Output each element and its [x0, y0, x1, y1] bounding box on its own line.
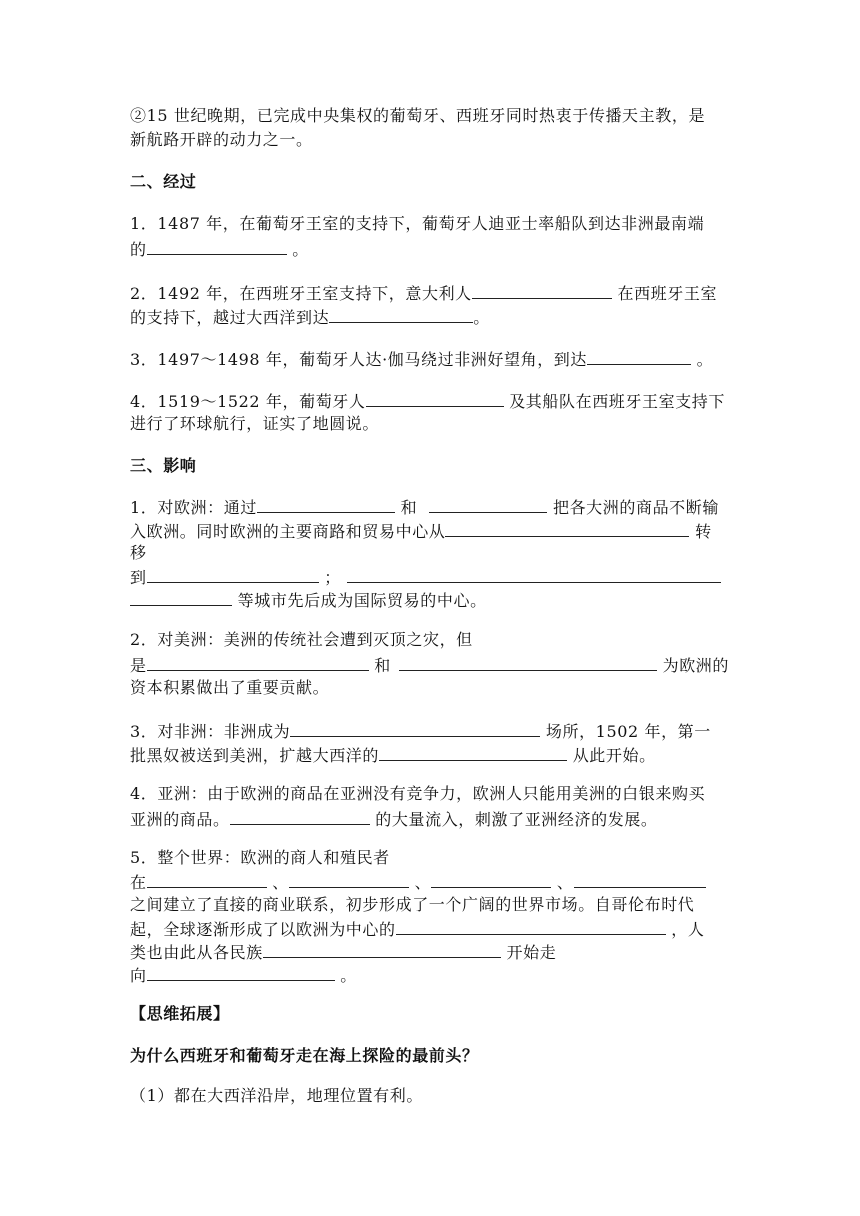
fill-blank[interactable]: [445, 518, 689, 537]
fill-blank[interactable]: [399, 652, 657, 671]
text: 转: [689, 522, 712, 541]
section-heading-impact: 三、影响: [130, 456, 197, 475]
thinking-answer-1: （1）都在大西洋沿岸，地理位置有利。: [130, 1086, 423, 1105]
text: 。: [286, 240, 309, 259]
text: 3．对非洲：非洲成为: [130, 722, 291, 741]
text: 和: [394, 498, 418, 517]
fill-blank[interactable]: [431, 869, 551, 888]
america-line-1: 2．对美洲：美洲的传统社会遭到灭顶之灾，但: [130, 630, 473, 649]
thinking-heading: 【思维拓展】: [130, 1004, 230, 1023]
text: 起，全球逐渐形成了以欧洲为中心的: [130, 920, 396, 939]
text: 。: [473, 308, 490, 327]
text: 到: [130, 568, 147, 587]
text: 在西班牙王室: [611, 284, 718, 303]
q1-line-1: 1．1487 年，在葡萄牙王室的支持下，葡萄牙人迪亚士率船队到达非洲最南端: [130, 214, 705, 233]
separator: 、: [266, 873, 289, 892]
text: 在: [130, 873, 147, 892]
text: 4．1519～1522 年，葡萄牙人: [130, 392, 366, 411]
text: 类也由此从各民族: [130, 943, 263, 962]
world-line-6: [130, 962, 730, 988]
q1-line-2: [130, 236, 730, 262]
separator: 、: [408, 873, 432, 892]
africa-line-2: [130, 742, 730, 768]
text: 1．对欧洲：通过: [130, 498, 257, 517]
fill-blank[interactable]: [147, 652, 369, 671]
asia-line-2: [130, 806, 730, 832]
text: 向: [130, 966, 147, 985]
thinking-question: 为什么西班牙和葡萄牙走在海上探险的最前头？: [130, 1046, 479, 1065]
q2-line-2: [130, 304, 730, 330]
q2-line-1: [130, 280, 730, 306]
fill-blank[interactable]: [396, 916, 666, 935]
text: 3．1497～1498 年，葡萄牙人达·伽马绕过非洲好望角，到达: [130, 350, 587, 369]
fill-blank[interactable]: [472, 280, 612, 299]
fill-blank[interactable]: [130, 587, 232, 606]
origin-line-2: 新航路开辟的动力之一。: [130, 130, 313, 149]
fill-blank[interactable]: [329, 304, 473, 323]
text: 为欧洲的: [656, 656, 729, 675]
text: 。: [334, 966, 357, 985]
section-heading-process: 二、经过: [130, 172, 197, 191]
fill-blank[interactable]: [257, 494, 395, 513]
fill-blank[interactable]: [366, 388, 504, 407]
europe-line-1: [130, 494, 730, 520]
q4-line-2: 进行了环球航行，证实了地圆说。: [130, 414, 380, 433]
fill-blank[interactable]: [429, 494, 547, 513]
text: 等城市先后成为国际贸易的中心。: [232, 591, 487, 610]
fill-blank[interactable]: [147, 962, 335, 981]
fill-blank[interactable]: [587, 346, 691, 365]
america-line-3: 资本积累做出了重要贡献。: [130, 678, 330, 697]
asia-line-1: 4．亚洲：由于欧洲的商品在亚洲没有竞争力，欧洲人只能用美洲的白银来购买: [130, 784, 706, 803]
text: 的支持下，越过大西洋到达: [130, 308, 330, 327]
text: 的: [130, 240, 147, 259]
fill-blank[interactable]: [379, 742, 567, 761]
separator: 、: [551, 873, 574, 892]
text: 场所，1502 年，第一: [540, 722, 711, 741]
text: 从此开始。: [567, 746, 656, 765]
fill-blank[interactable]: [263, 939, 501, 958]
text: 及其船队在西班牙王室支持下: [503, 392, 726, 411]
text: 是: [130, 656, 147, 675]
origin-line-1: ②15 世纪晚期，已完成中央集权的葡萄牙、西班牙同时热衷于传播天主教，是: [130, 106, 706, 125]
text: 。: [691, 350, 714, 369]
world-line-3: 之间建立了直接的商业联系，初步形成了一个广阔的世界市场。自哥伦布时代: [130, 895, 695, 914]
fill-blank[interactable]: [147, 236, 287, 255]
text: 亚洲的商品。: [130, 810, 230, 829]
text: ；: [318, 568, 341, 587]
fill-blank[interactable]: [347, 564, 721, 583]
text: 的大量流入，刺激了亚洲经济的发展。: [369, 810, 658, 829]
fill-blank[interactable]: [147, 564, 319, 583]
text: 入欧洲。同时欧洲的主要商路和贸易中心从: [130, 522, 446, 541]
text: 2．1492 年，在西班牙王室支持下，意大利人: [130, 284, 472, 303]
text: 和: [368, 656, 391, 675]
fill-blank[interactable]: [574, 869, 706, 888]
world-line-1: 5．整个世界：欧洲的商人和殖民者: [130, 848, 390, 867]
text: 批黑奴被送到美洲，扩越大西洋的: [130, 746, 380, 765]
fill-blank[interactable]: [290, 718, 540, 737]
europe-line-5: [130, 587, 730, 613]
q3-line: [130, 346, 730, 372]
text: ，人: [665, 920, 705, 939]
america-line-2: [130, 652, 730, 678]
europe-line-3: 移: [130, 543, 147, 562]
fill-blank[interactable]: [147, 869, 267, 888]
world-line-2: [130, 869, 730, 895]
text: 把各大洲的商品不断输: [547, 498, 719, 517]
africa-line-1: [130, 718, 730, 744]
fill-blank[interactable]: [289, 869, 409, 888]
fill-blank[interactable]: [230, 806, 370, 825]
text: 开始走: [500, 943, 557, 962]
q4-line-1: [130, 388, 730, 414]
